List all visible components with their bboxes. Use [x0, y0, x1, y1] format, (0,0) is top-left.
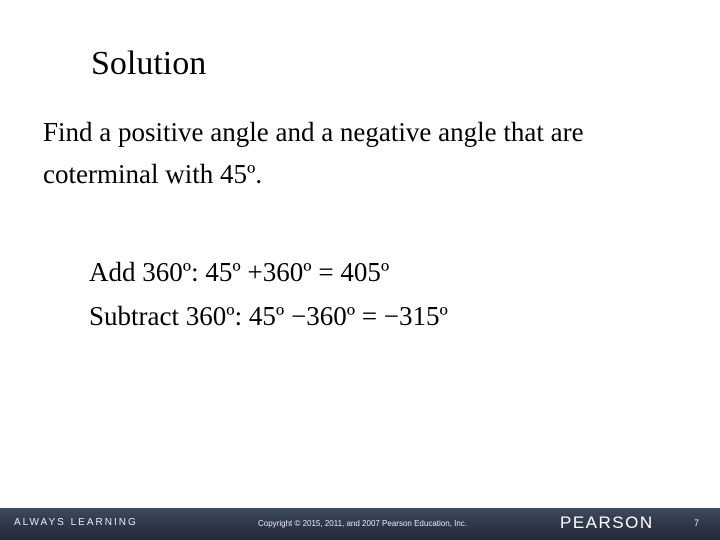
problem-line-2: coterminal with 45º.: [43, 159, 263, 189]
add-equation: Add 360º: 45º +360º = 405º: [89, 257, 390, 287]
solution-work: [89, 250, 448, 338]
subtract-equation: Subtract 360º: 45º −360º = −315º: [89, 301, 448, 331]
problem-line-1: Find a positive angle and a negative angle that are: [43, 117, 584, 147]
slide-title: Solution: [91, 45, 207, 82]
footer-copyright: Copyright © 2015, 2011, and 2007 Pearson Education, Inc.: [258, 519, 467, 528]
pearson-logo: PEARSON: [560, 513, 654, 532]
problem-statement: [43, 111, 683, 195]
page-number: 7: [694, 518, 700, 528]
footer-tagline: ALWAYS LEARNING: [14, 517, 138, 528]
footer-bar: [0, 508, 720, 540]
